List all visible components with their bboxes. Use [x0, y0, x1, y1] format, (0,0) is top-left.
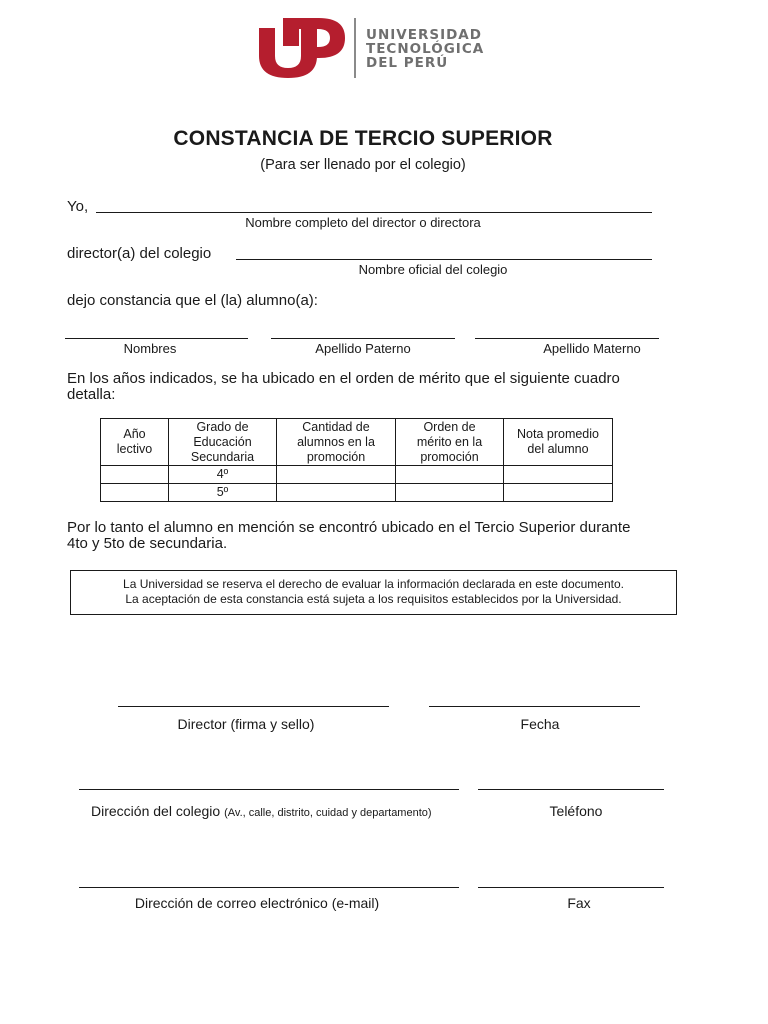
document-title: CONSTANCIA DE TERCIO SUPERIOR [173, 127, 553, 150]
direccion-line[interactable] [79, 789, 459, 790]
nombres-line[interactable] [65, 338, 248, 339]
table-cell: 5º [169, 484, 277, 502]
table-cell[interactable] [101, 466, 169, 484]
email-label: Dirección de correo electrónico (e-mail) [134, 895, 380, 911]
fecha-line[interactable] [429, 706, 640, 707]
intro-paragraph: En los años indicados, se ha ubicado en el orden de mérito que el siguiente cuadro detalla: [67, 370, 620, 403]
director-colegio-prefix: director(a) del colegio [67, 245, 212, 262]
direccion-hint: (Av., calle, distrito, cuidad y departamento) [224, 807, 432, 819]
university-name: UNIVERSIDAD TECNOLÓGICA DEL PERÚ [366, 27, 485, 71]
header-cantidad: Cantidad de alumnos en la promoción [277, 419, 396, 466]
director-name-label: Nombre completo del director o directora [245, 215, 481, 230]
nombres-label: Nombres [123, 341, 177, 356]
table-cell[interactable] [396, 466, 504, 484]
apellido-materno-label: Apellido Materno [543, 341, 641, 356]
table-header-row [101, 419, 613, 466]
direccion-label: Dirección del colegio (Av., calle, distrito, cuidad y departamento) [91, 803, 432, 819]
yo-prefix: Yo, [67, 198, 89, 215]
header-nota: Nota promedio del alumno [504, 419, 613, 466]
email-line[interactable] [79, 887, 459, 888]
table-cell[interactable] [504, 484, 613, 502]
director-signature-line[interactable] [118, 706, 389, 707]
header-ano-lectivo: Año lectivo [101, 419, 169, 466]
table-cell[interactable] [101, 484, 169, 502]
merit-table [100, 418, 613, 502]
fecha-label: Fecha [520, 716, 560, 732]
notice-line-2: La aceptación de esta constancia está sujeta a los requisitos establecidos por la Universidad. [125, 592, 622, 606]
notice-box [70, 570, 677, 615]
table-cell[interactable] [396, 484, 504, 502]
header-grado: Grado de Educación Secundaria [169, 419, 277, 466]
table-cell[interactable] [277, 466, 396, 484]
director-name-line[interactable] [96, 212, 652, 213]
table-cell[interactable] [277, 484, 396, 502]
document-subtitle: (Para ser llenado por el colegio) [260, 157, 466, 173]
table-cell: 4º [169, 466, 277, 484]
logo-divider [354, 18, 356, 78]
colegio-name-label: Nombre oficial del colegio [358, 262, 508, 277]
notice-line-1: La Universidad se reserva el derecho de evaluar la información declarada en este documento. [123, 577, 624, 591]
director-signature-label: Director (firma y sello) [177, 716, 315, 732]
telefono-label: Teléfono [549, 803, 603, 819]
apellido-paterno-label: Apellido Paterno [315, 341, 411, 356]
constancia-text: dejo constancia que el (la) alumno(a): [67, 292, 318, 309]
header-orden: Orden de mérito en la promoción [396, 419, 504, 466]
table-row [101, 484, 613, 502]
apellido-paterno-line[interactable] [271, 338, 455, 339]
fax-label: Fax [567, 895, 591, 911]
utp-logo [255, 18, 485, 80]
telefono-line[interactable] [478, 789, 664, 790]
table-cell[interactable] [504, 466, 613, 484]
fax-line[interactable] [478, 887, 664, 888]
conclusion-paragraph: Por lo tanto el alumno en mención se encontró ubicado en el Tercio Superior durante 4to y 5to de secundaria. [67, 519, 631, 552]
table-row [101, 466, 613, 484]
utp-logo-mark [255, 18, 347, 80]
colegio-name-line[interactable] [236, 259, 652, 260]
apellido-materno-line[interactable] [475, 338, 659, 339]
